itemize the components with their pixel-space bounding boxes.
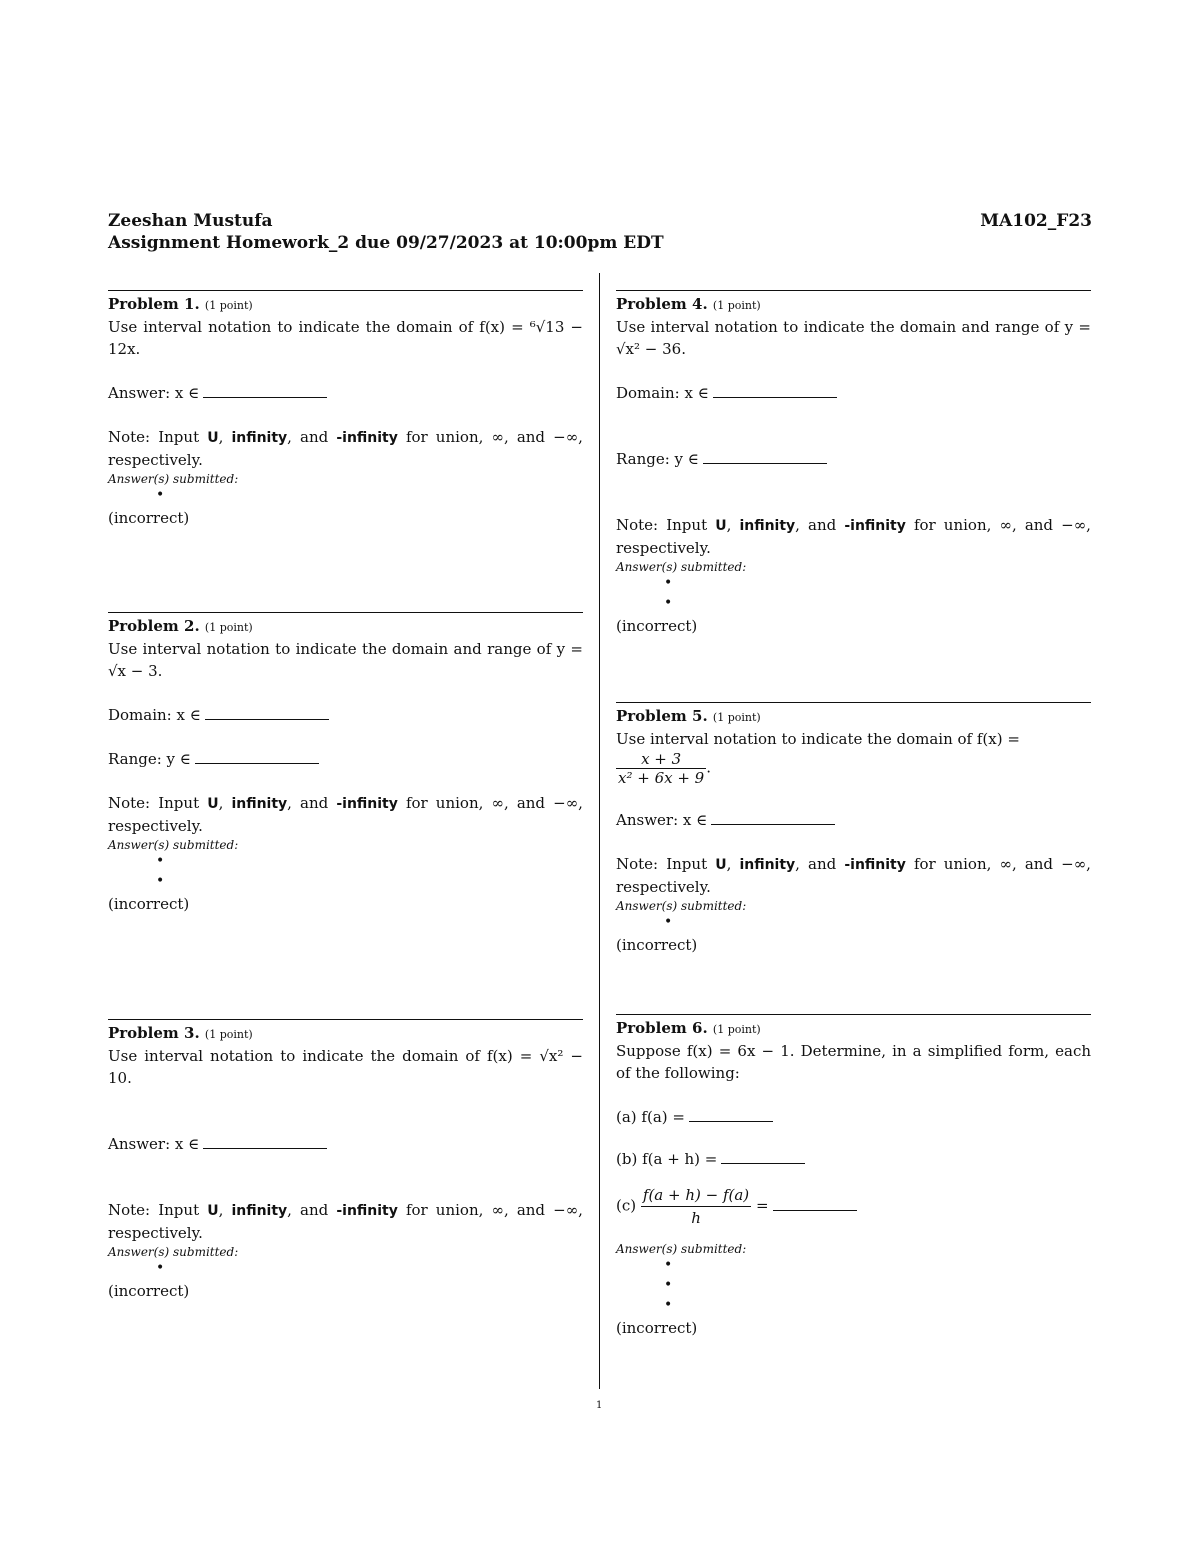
list-item: [156, 1260, 583, 1280]
problem-title: Problem 2.: [108, 617, 200, 635]
problem-points: (1 point): [712, 299, 761, 312]
part-b-field[interactable]: [721, 1151, 805, 1164]
problem-prompt: Suppose f(x) = 6x − 1. Determine, in a simplified form, each of the following:: [616, 1042, 1091, 1082]
answer-field[interactable]: [203, 1136, 327, 1149]
problem-points: (1 point): [712, 711, 761, 724]
problem-1: [108, 290, 583, 529]
range-label: Range: y ∈: [108, 750, 191, 768]
answer-field[interactable]: [203, 385, 327, 398]
status-text: (incorrect): [616, 617, 698, 635]
part-b-label: (b) f(a + h) =: [616, 1150, 718, 1168]
list-item: [664, 1257, 1091, 1277]
list-item: [664, 914, 1091, 934]
problem-3: [108, 1019, 583, 1302]
note: Note: Input U, infinity, and -infinity for union, ∞, and −∞, respectively.: [108, 428, 583, 469]
status-text: (incorrect): [108, 1282, 190, 1300]
fraction-numerator: x + 3: [641, 750, 682, 768]
status-text: (incorrect): [616, 936, 698, 954]
problem-points: (1 point): [712, 1023, 761, 1036]
course-code: MA102_F23: [980, 211, 1092, 231]
list-item: [156, 873, 583, 893]
problem-points: (1 point): [204, 621, 253, 634]
problem-prompt: Use interval notation to indicate the domain of f(x) = ⁶√13 − 12x.: [108, 318, 583, 358]
list-item: [664, 1297, 1091, 1317]
submitted-list: [616, 575, 1091, 615]
submitted-list: [616, 914, 1091, 934]
list-item: [156, 487, 583, 507]
page-number: 1: [596, 1400, 603, 1411]
problem-points: (1 point): [204, 1028, 253, 1041]
fraction-numerator: f(a + h) − f(a): [642, 1186, 750, 1204]
page-header: [108, 210, 1092, 254]
column-divider: [599, 273, 600, 1389]
problem-prompt: Use interval notation to indicate the domain of f(x) =: [616, 730, 1020, 748]
problem-title: Problem 6.: [616, 1019, 708, 1037]
domain-label: Domain: x ∈: [108, 706, 201, 724]
submitted-label: Answer(s) submitted:: [616, 560, 747, 574]
note: Note: Input U, infinity, and -infinity for union, ∞, and −∞, respectively.: [616, 516, 1091, 557]
answer-label: Answer: x ∈: [108, 1135, 200, 1153]
status-text: (incorrect): [108, 895, 190, 913]
problem-prompt: Use interval notation to indicate the domain and range of y = √x² − 36.: [616, 318, 1091, 358]
submitted-label: Answer(s) submitted:: [108, 1245, 239, 1259]
status-text: (incorrect): [616, 1319, 698, 1337]
submitted-list: [108, 1260, 583, 1280]
submitted-label: Answer(s) submitted:: [108, 838, 239, 852]
assignment-title: Assignment Homework_2 due 09/27/2023 at 10:00pm EDT: [108, 233, 664, 253]
range-field[interactable]: [703, 451, 827, 464]
problem-title: Problem 3.: [108, 1024, 200, 1042]
part-c-field[interactable]: [773, 1198, 857, 1211]
note: Note: Input U, infinity, and -infinity for union, ∞, and −∞, respectively.: [108, 794, 583, 835]
problem-title: Problem 5.: [616, 707, 708, 725]
fraction: [616, 750, 706, 787]
part-a-field[interactable]: [689, 1109, 773, 1122]
problem-title: Problem 1.: [108, 295, 200, 313]
status-text: (incorrect): [108, 509, 190, 527]
problem-prompt: Use interval notation to indicate the domain of f(x) = √x² − 10.: [108, 1047, 583, 1087]
fraction-denominator: x² + 6x + 9: [618, 769, 705, 787]
list-item: [664, 575, 1091, 595]
submitted-list: [108, 487, 583, 507]
answer-label: Answer: x ∈: [616, 811, 708, 829]
list-item: [156, 853, 583, 873]
list-item: [664, 1277, 1091, 1297]
submitted-label: Answer(s) submitted:: [108, 472, 239, 486]
submitted-label: Answer(s) submitted:: [616, 899, 747, 913]
domain-label: Domain: x ∈: [616, 384, 709, 402]
submitted-list: [616, 1257, 1091, 1317]
fraction-denominator: h: [641, 1206, 751, 1229]
problem-6: [616, 1014, 1091, 1339]
problem-prompt: Use interval notation to indicate the domain and range of y = √x − 3.: [108, 640, 583, 680]
answer-label: Answer: x ∈: [108, 384, 200, 402]
problem-title: Problem 4.: [616, 295, 708, 313]
part-a-label: (a) f(a) =: [616, 1108, 685, 1126]
problem-points: (1 point): [204, 299, 253, 312]
domain-field[interactable]: [713, 385, 837, 398]
problem-4: [616, 290, 1091, 637]
student-name: Zeeshan Mustufa: [108, 211, 273, 231]
note: Note: Input U, infinity, and -infinity for union, ∞, and −∞, respectively.: [616, 855, 1091, 896]
answer-field[interactable]: [711, 812, 835, 825]
equals-sign: =: [755, 1196, 769, 1215]
range-field[interactable]: [195, 751, 319, 764]
submitted-list: [108, 853, 583, 893]
range-label: Range: y ∈: [616, 450, 699, 468]
note: Note: Input U, infinity, and -infinity for union, ∞, and −∞, respectively.: [108, 1201, 583, 1242]
part-c-label: (c): [616, 1196, 637, 1215]
submitted-label: Answer(s) submitted:: [616, 1242, 747, 1256]
problem-2: [108, 612, 583, 915]
domain-field[interactable]: [205, 707, 329, 720]
problem-5: Problem 5. (1 point) Use interval notation to indicate the domain of f(x) = $\frac{x + 3}{\text{x² + 6x + 9}}$ . Answer: x ∈ Note: Input U, infinity, and -infinity for union, ∞, and −∞, respectively. Answer(s) submitted: • (incorrect): [616, 702, 1091, 956]
difference-quotient: [641, 1184, 751, 1229]
list-item: [664, 595, 1091, 615]
